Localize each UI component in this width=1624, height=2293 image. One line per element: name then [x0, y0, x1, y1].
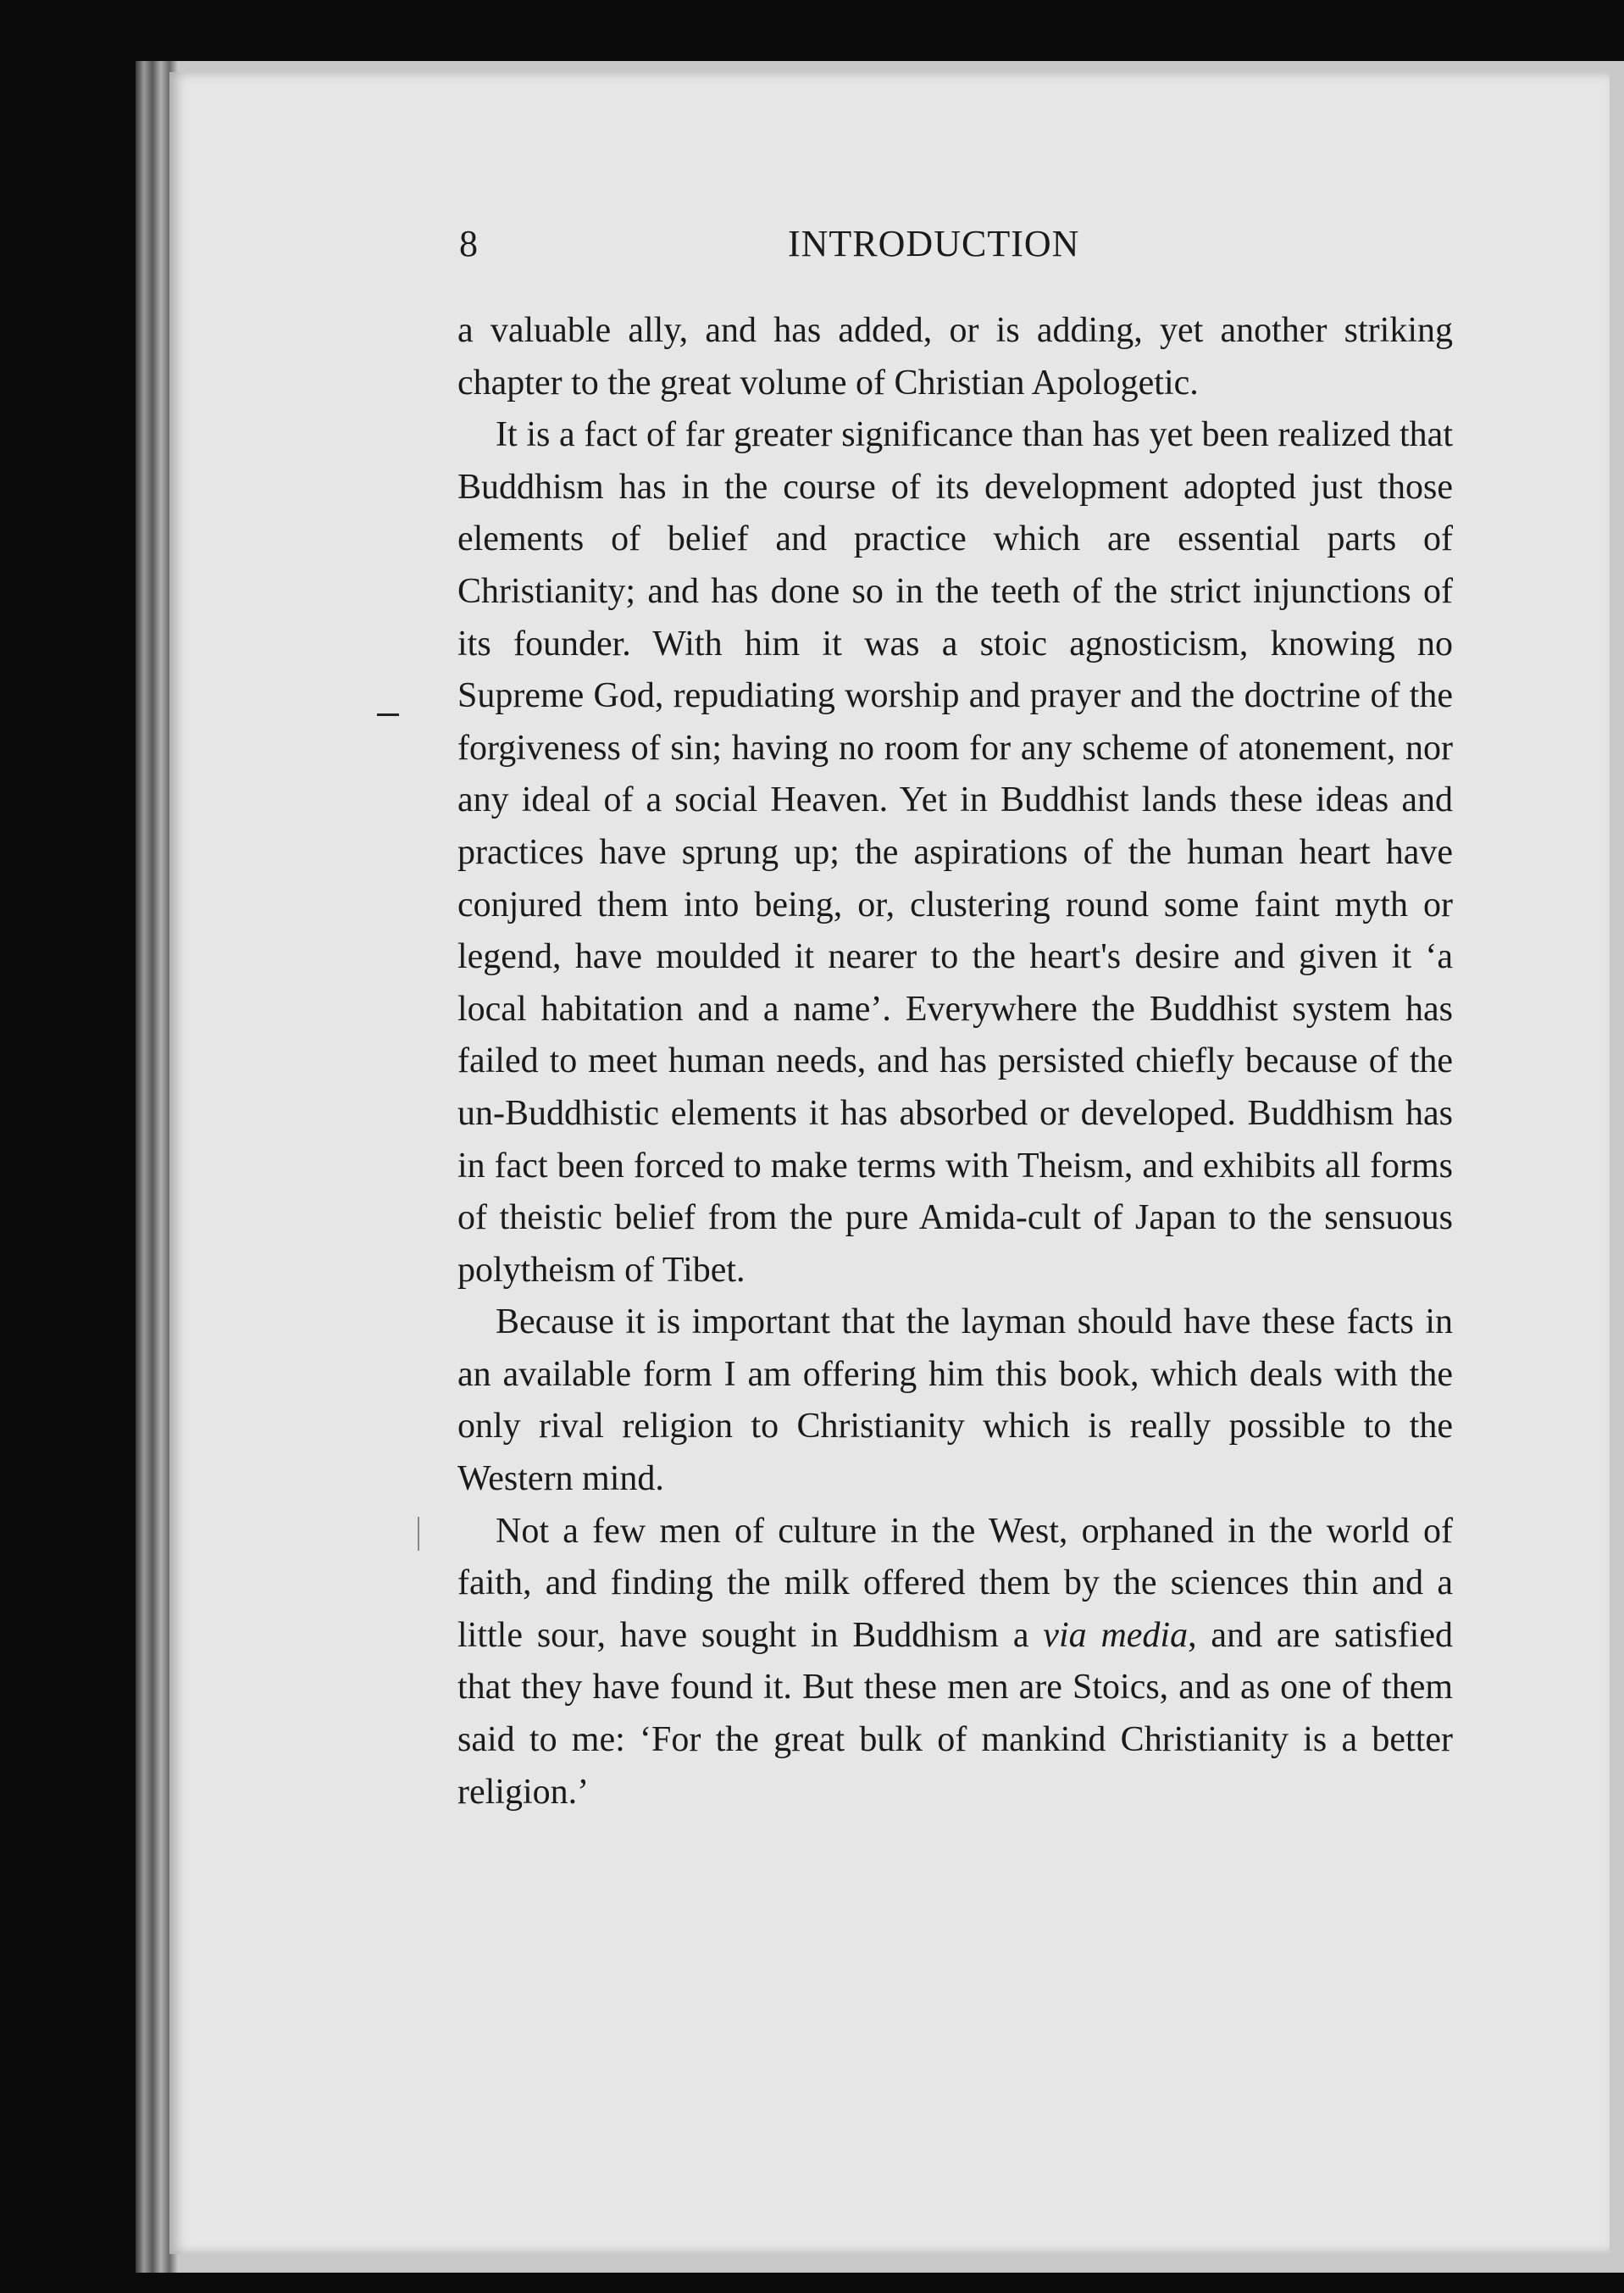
paragraph-4-before: Not a few men of culture in the West, orphaned in the world of faith, and finding the milk offered them by the sciences thin and a little sour, have sought in Buddhism a	[457, 1511, 1453, 1655]
margin-mark	[377, 713, 399, 716]
page-header	[288, 222, 1135, 273]
paragraph-3: Because it is important that the layman should have these facts in an available form I am offering him this book, which deals with the only rival religion to Christianity which is really possible to the Western mind.	[457, 1302, 1453, 1499]
margin-tick	[418, 1517, 419, 1551]
paragraph-1: a valuable ally, and has added, or is adding, yet another striking chapter to the great volume of Christian Apologetic.	[457, 311, 1453, 403]
paragraph-4-after: , and are satisfied that they have found it. But these men are Stoics, and as one of them said to me: ‘For the great bulk of mankind Christianity is a better religion.’	[457, 1615, 1453, 1812]
paragraph-4	[457, 1506, 1453, 1819]
running-head: INTRODUCTION	[788, 223, 1080, 264]
paragraph-4-italic: via media	[1043, 1615, 1189, 1655]
body-text	[457, 305, 1453, 1818]
page-number: 8	[459, 223, 478, 264]
paragraph-2: It is a fact of far greater significance than has yet been realized that Buddhism has in the course of its development adopted just those elements of belief and practice which are essential parts of Christianity; and has done so in the teeth of the strict injunctions of its founder. With him it was a stoic agnosticism, knowing no Supreme God, repudiating worship and prayer and the doctrine of the forgiveness of sin; having no room for any scheme of atonement, nor any ideal of a social Heaven. Yet in Buddhist lands these ideas and practices have sprung up; the aspirations of the human heart have conjured them into being, or, clustering round some faint myth or legend, have moulded it nearer to the heart's desire and given it ‘a local habitation and a name’. Everywhere the Buddhist system has failed to meet human needs, and has persisted chiefly because of the un-Buddhistic elements it has absorbed or developed. Buddhism has in fact been forced to make terms with Theism, and exhibits all forms of theistic belief from the pure Amida-cult of Japan to the sensuous polytheism of Tibet.	[457, 415, 1453, 1290]
